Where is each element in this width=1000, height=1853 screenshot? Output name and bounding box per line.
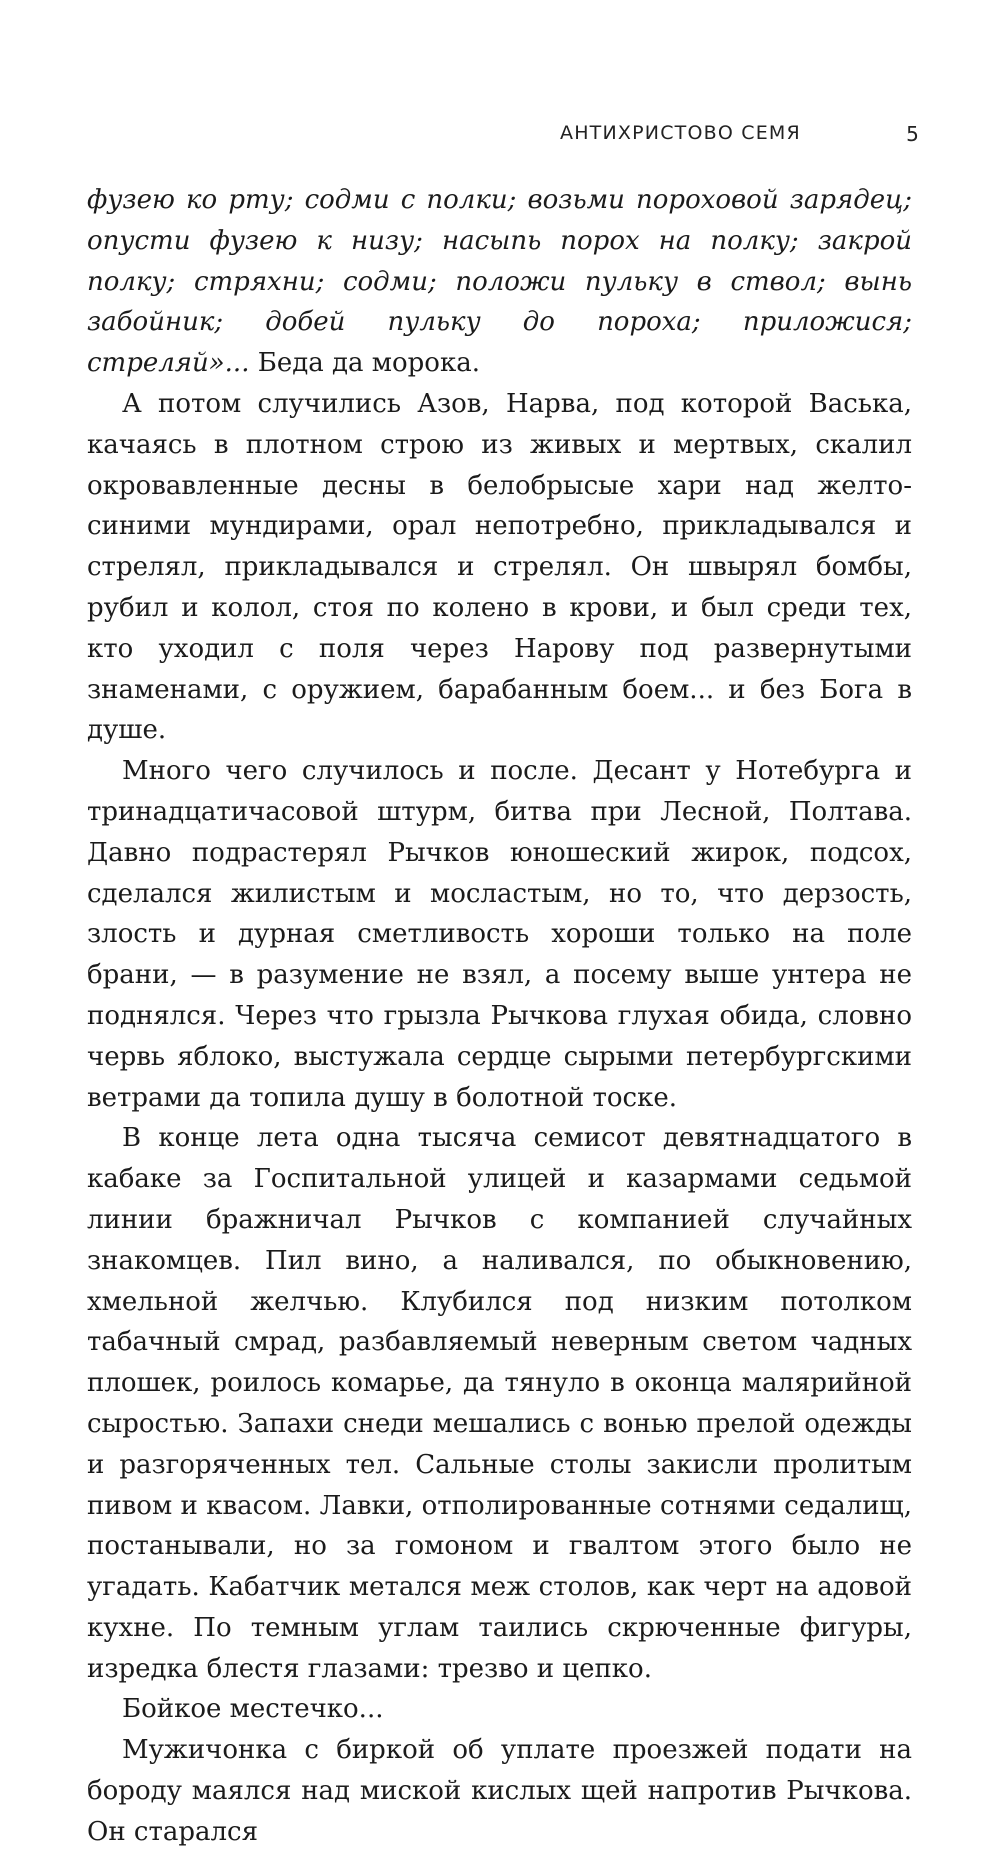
page-number: 5: [906, 122, 920, 146]
paragraph-6: Мужичонка с биркой об уплате проезжей подати на бороду маялся над миской кислых щей напротив Рычкова. Он старался: [87, 1735, 912, 1847]
paragraph-1-italic: фузею ко рту; содми с полки; возьми пороховой зарядец; опусти фузею к низу; насыпь порох на полку; закрой полку; стряхни; содми; положи пульку в ствол; вынь забойник; добей пульку до пороха; приложися; стреляй»...: [87, 185, 912, 379]
paragraph-4: В конце лета одна тысяча семисот девятнадцатого в кабаке за Госпитальной улицей и казармами седьмой линии бражничал Рычков с компанией случайных знакомцев. Пил вино, а наливался, по обыкновению, хмельной желчью. Клубился под низким потолком табачный смрад, разбавляемый неверным светом чадных плошек, роилось комарье, да тянуло в оконца малярийной сыростью. Запахи снеди мешались с вонью прелой одежды и разгоряченных тел. Сальные столы закисли пролитым пивом и квасом. Лавки, отполированные сотнями седалищ, постанывали, но за гомоном и гвалтом этого было не угадать. Кабатчик метался меж столов, как черт на адовой кухне. По темным углам таились скрюченные фигуры, изредка блестя глазами: трезво и цепко.: [87, 1123, 912, 1684]
paragraph-2: А потом случились Азов, Нарва, под которой Васька, качаясь в плотном строю из живых и мертвых, скалил окровавленные десны в белобрысые хари над желто-синими мундирами, орал непотребно, прикладывался и стрелял, прикладывался и стрелял. Он швырял бомбы, рубил и колол, стоя по колено в крови, и был среди тех, кто уходил с поля через Нарову под развернутыми знаменами, с оружием, барабанным боем... и без Бога в душе.: [87, 388, 912, 746]
running-head: [560, 122, 920, 152]
paragraph-5: Бойкое местечко...: [122, 1694, 384, 1725]
paragraph-1: [87, 180, 912, 384]
paragraph-3: Много чего случилось и после. Десант у Нотебурга и тринадцатичасовой штурм, битва при Лесной, Полтава. Давно подрастерял Рычков юношеский жирок, подсох, сделался жилистым и мосластым, но то, что дерзость, злость и дурная сметливость хороши только на поле брани, — в разумение не взял, а посему выше унтера не поднялся. Через что грызла Рычкова глухая обида, словно червь яблоко, выстужала сердце сырыми петербургскими ветрами да топила душу в болотной тоске.: [87, 756, 912, 1113]
paragraph-1-text: Беда да морока.: [249, 348, 480, 379]
text-body: [87, 180, 912, 1853]
running-title: АНТИХРИСТОВО СЕМЯ: [560, 122, 801, 144]
